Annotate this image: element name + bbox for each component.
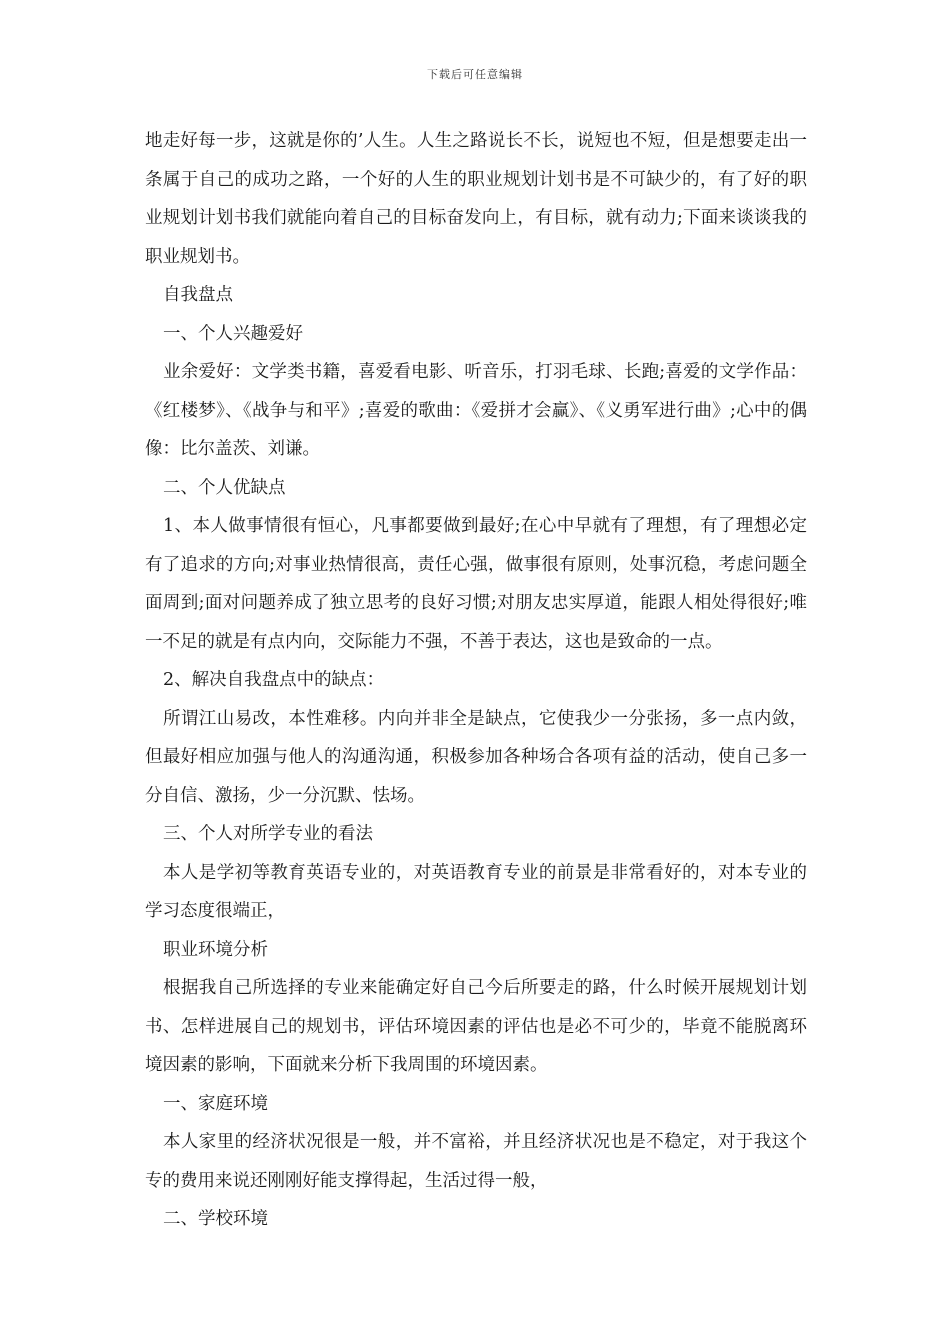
document-body — [145, 122, 807, 1239]
paragraph-intro: 地走好每一步，这就是你的’人生。人生之路说长不长，说短也不短，但是想要走出一条属于自己的成功之路，一个好的人生的职业规划计划书是不可缺少的，有了好的职业规划计划书我们就能向着自己的目标奋发向上，有目标，就有动力;下面来谈谈我的职业规划书。 — [145, 131, 807, 267]
page-header-note: 下载后可任意编辑 — [427, 68, 523, 81]
paragraph-hobbies: 业余爱好：文学类书籍，喜爱看电影、听音乐，打羽毛球、长跑;喜爱的文学作品：《红楼梦》、《战争与和平》;喜爱的歌曲：《爱拼才会赢》、《义勇军进行曲》;心中的偶像：比尔盖茨、刘谦。 — [145, 362, 807, 459]
heading-family-environment: 一、家庭环境 — [163, 1093, 268, 1114]
paragraph-environment-analysis: 根据我自己所选择的专业来能确定好自己今后所要走的路，什么时候开展规划计划书、怎样进展自己的规划书，评估环境因素的评估也是必不可少的，毕竟不能脱离环境因素的影响，下面就来分析下我周围的环境因素。 — [145, 978, 807, 1075]
heading-self-assessment: 自我盘点 — [163, 285, 233, 305]
paragraph-family-environment: 本人家里的经济状况很是一般，并不富裕，并且经济状况也是不稳定，对于我这个专的费用来说还刚刚好能支撑得起，生活过得一般， — [145, 1132, 807, 1191]
paragraph-solution: 所谓江山易改，本性难移。内向并非全是缺点，它使我少一分张扬，多一点内敛，但最好相应加强与他人的沟通沟通，积极参加各种场合各项有益的活动，使自己多一分自信、激扬，少一分沉默、怯场。 — [145, 708, 807, 806]
heading-strengths-weaknesses: 二、个人优缺点 — [163, 477, 286, 498]
heading-major-view: 三、个人对所学专业的看法 — [163, 824, 373, 844]
heading-career-environment: 职业环境分析 — [163, 939, 268, 960]
paragraph-major-view: 本人是学初等教育英语专业的，对英语教育专业的前景是非常看好的，对本专业的学习态度很端正， — [145, 862, 807, 921]
heading-solve-weaknesses: 2、解决自我盘点中的缺点： — [163, 670, 385, 690]
heading-interests: 一、个人兴趣爱好 — [163, 323, 303, 344]
heading-school-environment: 二、学校环境 — [163, 1209, 268, 1229]
paragraph-strengths: 1、本人做事情很有恒心，凡事都要做到最好;在心中早就有了理想，有了理想必定有了追求的方向;对事业热情很高，责任心强，做事很有原则，处事沉稳，考虑问题全面周到;面对问题养成了独立思考的良好习惯;对朋友忠实厚道，能跟人相处得很好;唯一不足的就是有点内向，交际能力不强，不善于表达，这也是致命的一点。 — [145, 516, 807, 652]
